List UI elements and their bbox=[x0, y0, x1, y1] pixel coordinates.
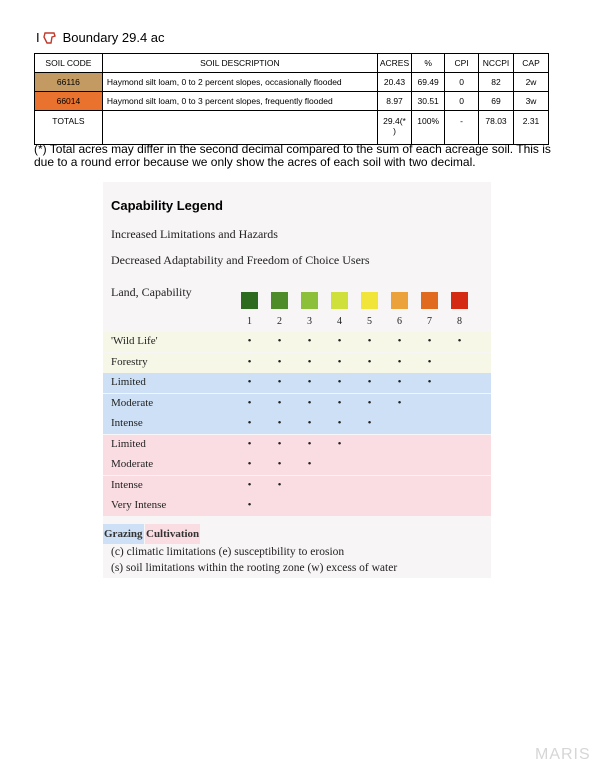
capability-dot: • bbox=[247, 396, 252, 409]
cpi-cell: 0 bbox=[445, 73, 479, 92]
capability-dot: • bbox=[337, 417, 342, 429]
soil-code-cell: 66014 bbox=[35, 92, 103, 111]
col-nccpi: NCCPI bbox=[479, 54, 514, 73]
soil-table bbox=[34, 53, 549, 145]
capability-class-3-number: 3 bbox=[307, 316, 312, 327]
col-cpi: CPI bbox=[445, 54, 479, 73]
capability-row bbox=[103, 455, 491, 475]
capability-dot: • bbox=[367, 335, 372, 347]
soil-code-cell: 66116 bbox=[35, 73, 103, 92]
capability-dot: • bbox=[247, 376, 252, 388]
capability-dot: • bbox=[367, 417, 372, 429]
totals-label: TOTALS bbox=[35, 111, 103, 145]
capability-dot: • bbox=[337, 335, 342, 347]
capability-row-label: Moderate bbox=[111, 458, 154, 470]
capability-class-6-swatch bbox=[391, 292, 408, 309]
capability-dot: • bbox=[307, 458, 312, 470]
nccpi-cell: 82 bbox=[479, 73, 514, 92]
capability-class-5-number: 5 bbox=[367, 316, 372, 327]
capability-dot: • bbox=[427, 355, 432, 368]
totals-cap: 2.31 bbox=[514, 111, 549, 145]
table-row bbox=[35, 73, 549, 92]
capability-row bbox=[103, 394, 491, 414]
table-header-row bbox=[35, 54, 549, 73]
capability-row-label: 'Wild Life' bbox=[111, 335, 158, 347]
capability-class-7-number: 7 bbox=[427, 316, 432, 327]
capability-dot: • bbox=[367, 376, 372, 388]
capability-legend bbox=[103, 182, 491, 578]
capability-dot: • bbox=[367, 355, 372, 368]
totals-cpi: - bbox=[445, 111, 479, 145]
capability-dot: • bbox=[397, 335, 402, 347]
capability-class-3-swatch bbox=[301, 292, 318, 309]
capability-row-label: Limited bbox=[111, 376, 146, 388]
totals-percent: 100% bbox=[412, 111, 445, 145]
totals-empty bbox=[102, 111, 377, 145]
capability-row bbox=[103, 435, 491, 455]
acres-cell: 8.97 bbox=[377, 92, 411, 111]
capability-dot: • bbox=[247, 458, 252, 470]
maris-watermark: MARIS bbox=[535, 746, 591, 763]
capability-dot: • bbox=[337, 355, 342, 368]
col-cap: CAP bbox=[514, 54, 549, 73]
capability-dot: • bbox=[247, 499, 252, 511]
capability-dot: • bbox=[277, 437, 282, 450]
capability-dot: • bbox=[307, 376, 312, 388]
capability-row-label: Moderate bbox=[111, 396, 154, 409]
legend-footnote-1: (c) climatic limitations (e) susceptibility to erosion bbox=[111, 546, 345, 558]
cpi-cell: 0 bbox=[445, 92, 479, 111]
capability-dot: • bbox=[337, 396, 342, 409]
cultivation-tag: Cultivation bbox=[145, 524, 200, 544]
capability-dot: • bbox=[307, 335, 312, 347]
totals-row bbox=[35, 111, 549, 145]
legend-line-limitations: Increased Limitations and Hazards bbox=[111, 227, 278, 241]
capability-row bbox=[103, 353, 491, 373]
capability-row bbox=[103, 332, 491, 352]
capability-dot: • bbox=[247, 335, 252, 347]
capability-dot: • bbox=[427, 376, 432, 388]
legend-title: Capability Legend bbox=[111, 198, 223, 213]
acres-cell: 20.43 bbox=[377, 73, 411, 92]
boundary-title: Boundary 29.4 ac bbox=[62, 30, 165, 45]
capability-dot: • bbox=[277, 478, 282, 491]
capability-dot: • bbox=[277, 335, 282, 347]
capability-row-label: Very Intense bbox=[111, 499, 167, 511]
capability-dot: • bbox=[337, 376, 342, 388]
percent-cell: 30.51 bbox=[412, 92, 445, 111]
capability-row-label: Intense bbox=[111, 478, 143, 491]
capability-class-8-number: 8 bbox=[457, 316, 462, 327]
col-soil-description: SOIL DESCRIPTION bbox=[102, 54, 377, 73]
nccpi-cell: 69 bbox=[479, 92, 514, 111]
capability-dot: • bbox=[397, 396, 402, 409]
capability-row bbox=[103, 476, 491, 496]
capability-dot: • bbox=[247, 417, 252, 429]
capability-class-1-swatch bbox=[241, 292, 258, 309]
capability-dot: • bbox=[367, 396, 372, 409]
legend-line-adaptability: Decreased Adaptability and Freedom of Choice Users bbox=[111, 253, 370, 267]
cap-cell: 2w bbox=[514, 73, 549, 92]
capability-row bbox=[103, 414, 491, 434]
soil-description-cell: Haymond silt loam, 0 to 2 percent slopes, occasionally flooded bbox=[102, 73, 377, 92]
grazing-tag: Grazing bbox=[103, 524, 144, 544]
capability-class-2-number: 2 bbox=[277, 316, 282, 327]
legend-footnote-2: (s) soil limitations within the rooting zone (w) excess of water bbox=[111, 562, 398, 574]
capability-dot: • bbox=[397, 376, 402, 388]
soil-description-cell: Haymond silt loam, 0 to 3 percent slopes, frequently flooded bbox=[102, 92, 377, 111]
col-percent: % bbox=[412, 54, 445, 73]
capability-dot: • bbox=[427, 335, 432, 347]
capability-row bbox=[103, 373, 491, 393]
capability-class-8-swatch bbox=[451, 292, 468, 309]
capability-dot: • bbox=[457, 335, 462, 347]
capability-dot: • bbox=[397, 355, 402, 368]
boundary-marker: I bbox=[36, 30, 40, 45]
capability-row-label: Forestry bbox=[111, 355, 148, 368]
capability-dot: • bbox=[247, 478, 252, 491]
boundary-header bbox=[36, 30, 165, 45]
capability-class-6-number: 6 bbox=[397, 316, 402, 327]
capability-dot: • bbox=[337, 437, 342, 450]
capability-dot: • bbox=[277, 355, 282, 368]
capability-dot: • bbox=[307, 417, 312, 429]
capability-class-4-swatch bbox=[331, 292, 348, 309]
capability-dot: • bbox=[277, 396, 282, 409]
capability-class-5-swatch bbox=[361, 292, 378, 309]
legend-land-capability-label: Land, Capability bbox=[111, 285, 192, 299]
capability-dot: • bbox=[247, 437, 252, 450]
capability-dot: • bbox=[277, 417, 282, 429]
rounding-note: (*) Total acres may differ in the second decimal compared to the sum of each acreage soil. This is due to a round error because we only show the acres of each soil with two decimal. bbox=[34, 142, 551, 169]
totals-acres bbox=[377, 111, 411, 145]
capability-class-7-swatch bbox=[421, 292, 438, 309]
totals-nccpi: 78.03 bbox=[479, 111, 514, 145]
boundary-polygon-icon bbox=[43, 31, 57, 45]
percent-cell: 69.49 bbox=[412, 73, 445, 92]
capability-dot: • bbox=[307, 437, 312, 450]
capability-row-label: Intense bbox=[111, 417, 143, 429]
col-acres: ACRES bbox=[377, 54, 411, 73]
capability-class-4-number: 4 bbox=[337, 316, 342, 327]
totals-acres-line2: ) bbox=[393, 126, 396, 136]
capability-dot: • bbox=[277, 376, 282, 388]
cap-cell: 3w bbox=[514, 92, 549, 111]
capability-dot: • bbox=[307, 396, 312, 409]
totals-acres-line1: 29.4(* bbox=[383, 116, 406, 126]
col-soil-code: SOIL CODE bbox=[35, 54, 103, 73]
capability-dot: • bbox=[307, 355, 312, 368]
capability-row bbox=[103, 496, 491, 516]
capability-class-1-number: 1 bbox=[247, 316, 252, 327]
capability-class-2-swatch bbox=[271, 292, 288, 309]
capability-row-label: Limited bbox=[111, 437, 146, 450]
capability-dot: • bbox=[277, 458, 282, 470]
capability-dot: • bbox=[247, 355, 252, 368]
table-row bbox=[35, 92, 549, 111]
